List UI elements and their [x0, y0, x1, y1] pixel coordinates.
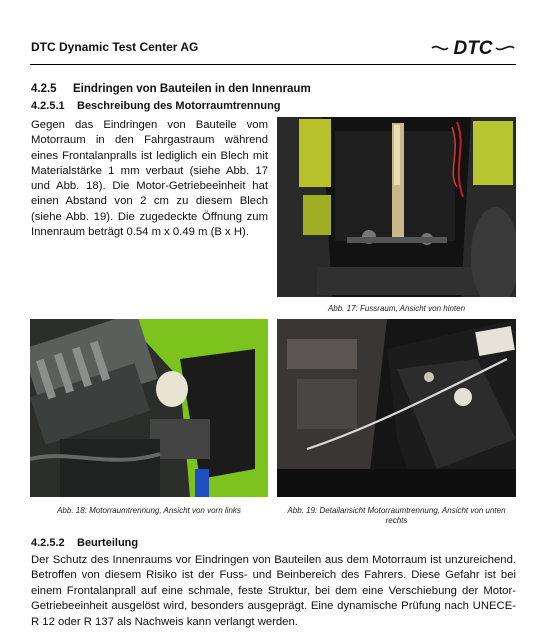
assessment-text: Der Schutz des Innenraums vor Eindringen von Bauteilen aus dem Motorraum ist unzureichend. Betroffen von diesem Risiko ist der Fuss- und Beinbereich des Fahrers. Diese Gefahr ist bei einem Frontalanprall auf eine schmale, feste Struktur, bei dem eine Verschiebung der Motor-Getriebeeinheit ausgelöst wird, besonders ausgeprägt. Eine dynamische Prüfung nach UNECE-R 12 oder R 137 als Nachweis kann verlangt werden.: [31, 554, 516, 628]
assessment-heading: [31, 537, 138, 549]
assessment-number: 4.2.5.2: [31, 537, 65, 549]
dtc-logo-icon: [430, 35, 516, 61]
section-heading: [31, 83, 311, 95]
intro-paragraph: [31, 118, 268, 240]
figure-18-photo: [30, 319, 268, 497]
intro-text: Gegen das Eindringen von Bauteile vom Motorraum in den Fahrgastraum während eines Frontalanpralls ist lediglich ein Blech mit Materialstärke 1 mm verbaut (siehe Abb. 17 und Abb. 18). Die Motor-Getriebeeinheit hat einen Abstand von 2 cm zu diesem Blech (siehe Abb. 19). Die zugedeckte Öffnung zum Innenraum beträgt 0.54 m x 0.49 m (B x H).: [31, 119, 268, 239]
dtc-logo: [430, 35, 516, 61]
subsection-title: Beschreibung des Motorraumtrennung: [77, 100, 281, 112]
figure-17-caption: Abb. 17: Fussraum, Ansicht von hinten: [327, 304, 466, 313]
section-title: Eindringen von Bauteilen in den Innenraum: [73, 83, 311, 95]
section-number: 4.2.5: [31, 83, 57, 95]
figure-18-caption: Abb. 18: Motorraumtrennung, Ansicht von vorn links: [57, 506, 241, 515]
logo-text: DTC: [453, 38, 493, 59]
header-rule: [30, 64, 516, 65]
subsection-heading: [31, 100, 281, 112]
figure-19-photo: [277, 319, 516, 497]
figure-17-photo: [277, 117, 516, 297]
assessment-paragraph: [31, 553, 516, 630]
company-name: DTC Dynamic Test Center AG: [31, 40, 199, 54]
figure-19-caption: Abb. 19: Detailansicht Motorraumtrennung, Ansicht von unten rechts: [287, 506, 506, 525]
subsection-number: 4.2.5.1: [31, 100, 65, 112]
assessment-title: Beurteilung: [77, 537, 139, 549]
